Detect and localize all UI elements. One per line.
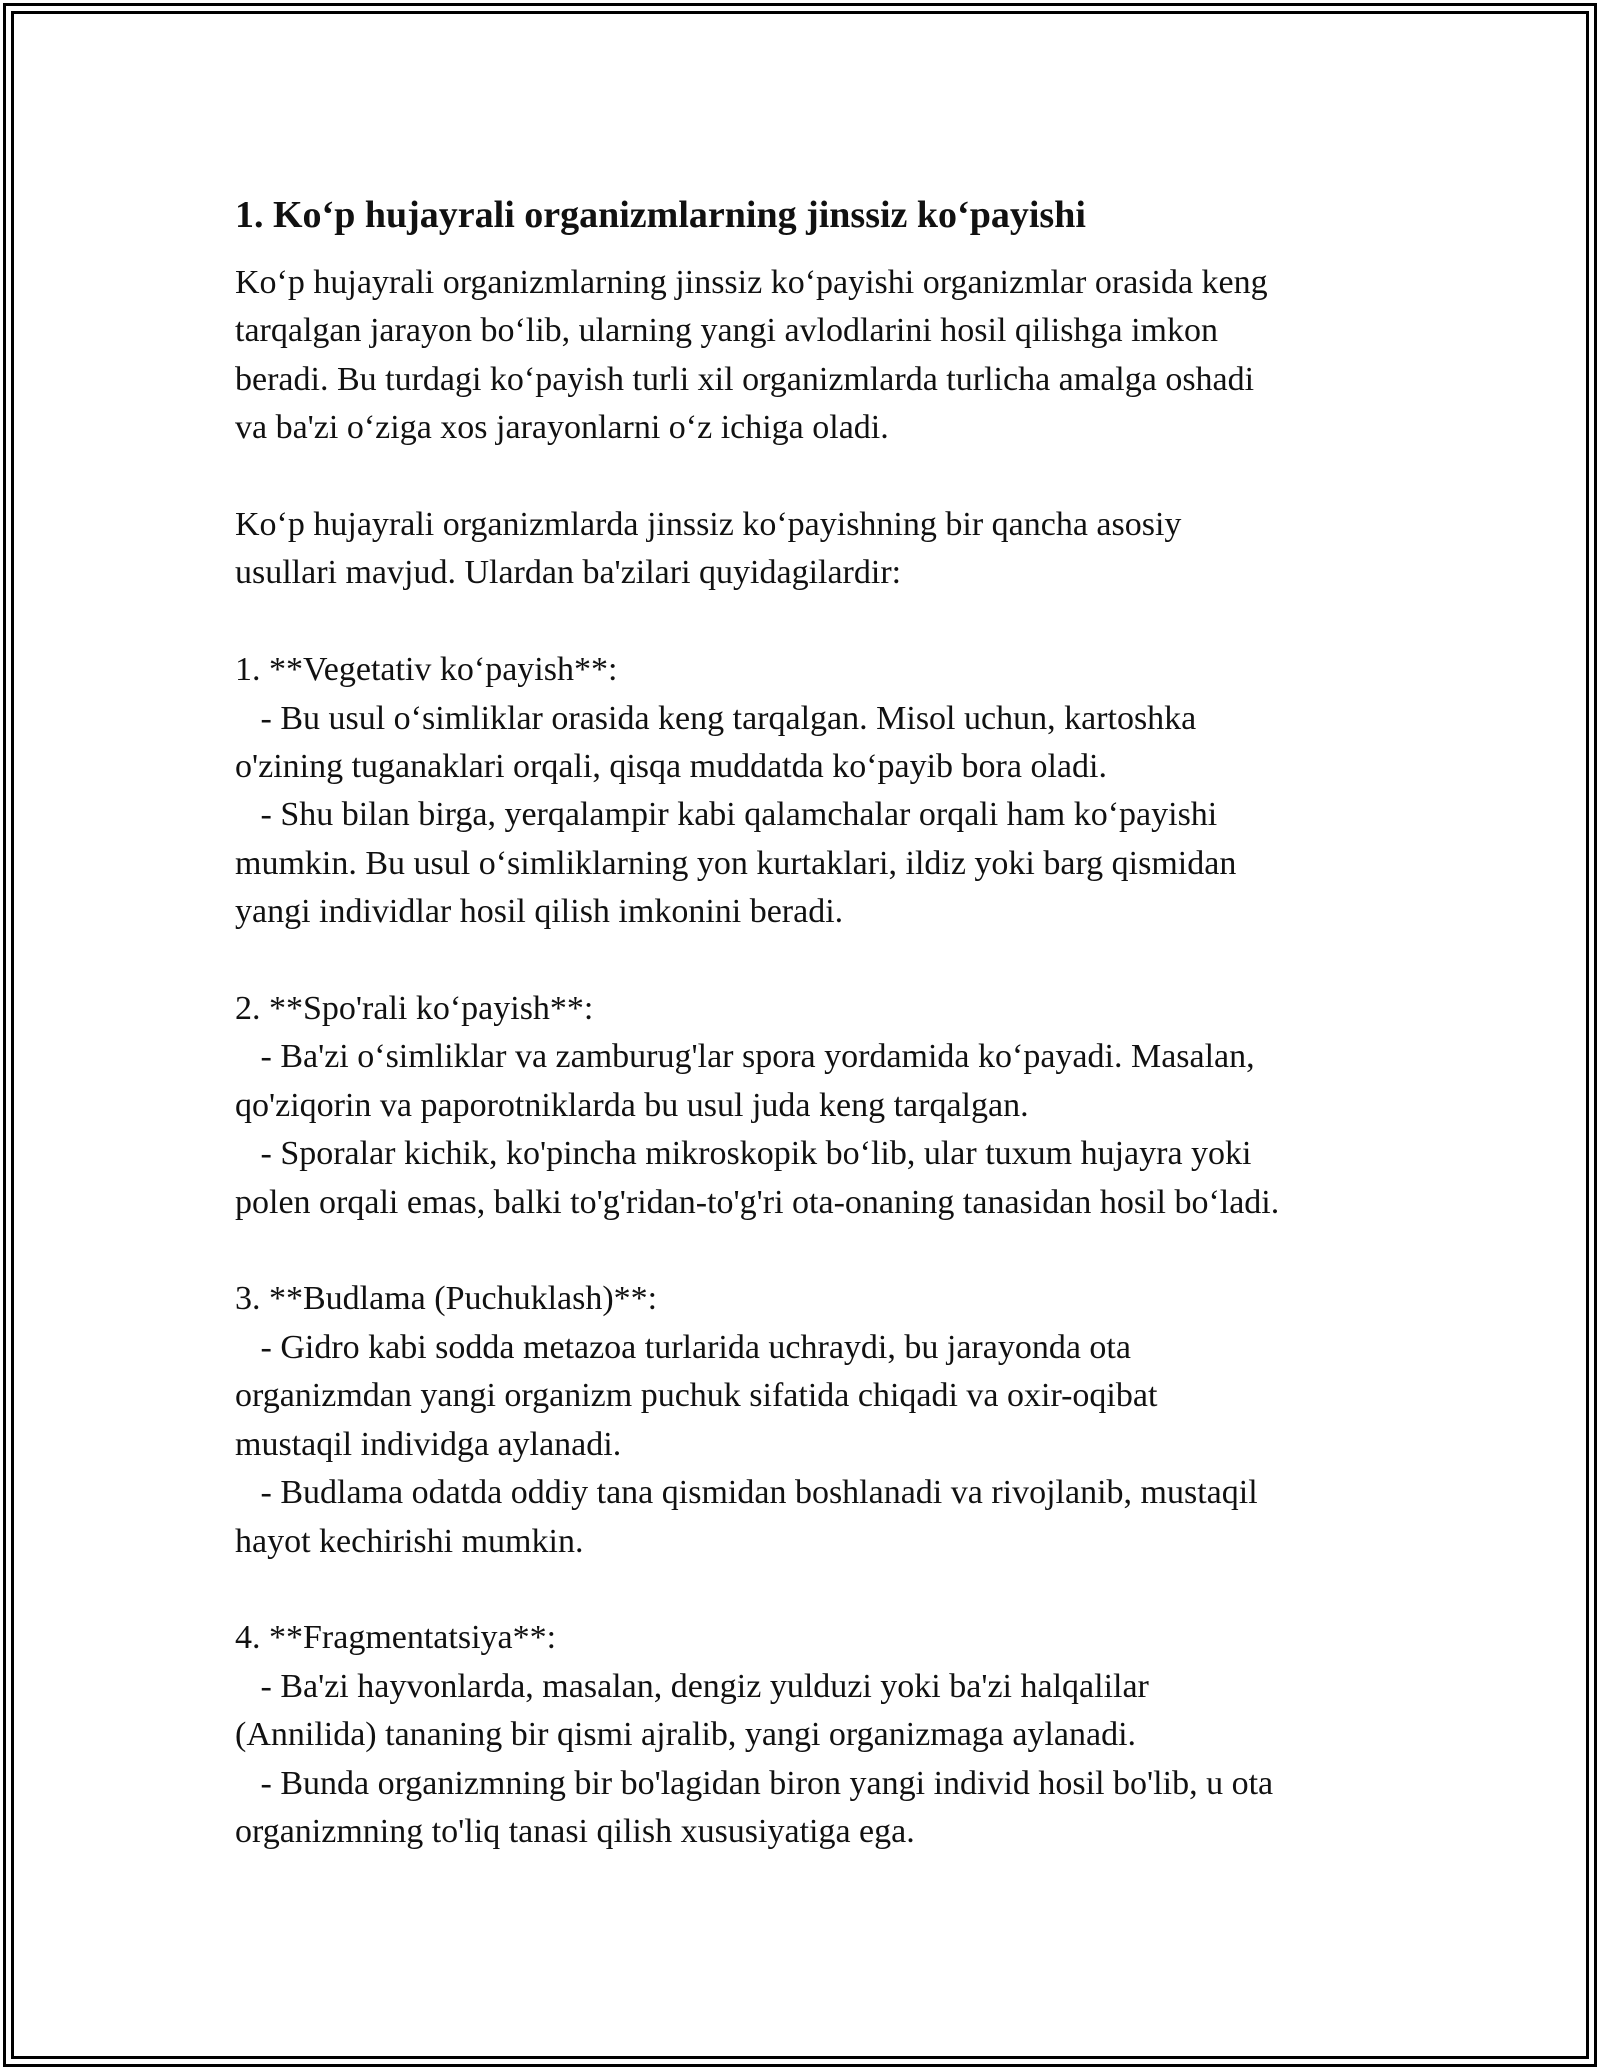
text-line: - Bunda organizmning bir bo'lagidan biron yangi individ hosil bo'lib, u ota [235, 1764, 1274, 1802]
text-line: 4. **Fragmentatsiya**: [235, 1619, 557, 1657]
intro-paragraph [235, 259, 1395, 453]
text-line: Ko‘p hujayrali organizmlarning jinssiz ko‘payishi organizmlar orasida keng [235, 264, 1268, 301]
text-line: hayot kechirishi mumkin. [235, 1522, 584, 1560]
text-line: va ba'zi o‘ziga xos jarayonlarni o‘z ichiga oladi. [235, 409, 889, 447]
text-line: (Annilida) tananing bir qismi ajralib, yangi organizmaga aylanadi. [235, 1716, 1137, 1754]
text-line: Ko‘p hujayrali organizmlarda jinssiz ko‘payishning bir qancha asosiy [235, 506, 1182, 544]
document-body [235, 187, 1395, 1856]
text-line: 2. **Spo'rali ko‘payish**: [235, 990, 594, 1028]
text-line: - Ba'zi hayvonlarda, masalan, dengiz yulduzi yoki ba'zi halqalilar [235, 1667, 1149, 1705]
method-item-spore [235, 985, 1395, 1227]
text-line: mustaqil individga aylanadi. [235, 1425, 622, 1463]
paragraph-gap [235, 937, 1395, 985]
text-line: yangi individlar hosil qilish imkonini beradi. [235, 893, 844, 931]
methods-intro-paragraph [235, 501, 1395, 598]
text-line: - Ba'zi o‘simliklar va zamburug'lar spora yordamida ko‘payadi. Masalan, [235, 1038, 1255, 1076]
text-line: usullari mavjud. Ulardan ba'zilari quyidagilardir: [235, 554, 902, 592]
section-heading: 1. Ko‘p hujayrali organizmlarning jinssiz ko‘payishi [235, 194, 1086, 236]
method-item-fragmentation [235, 1614, 1395, 1856]
text-line: 1. **Vegetativ ko‘payish**: [235, 651, 618, 689]
text-line: - Shu bilan birga, yerqalampir kabi qalamchalar orqali ham ko‘payishi [235, 796, 1218, 834]
text-line: qo'ziqorin va paporotniklarda bu usul juda keng tarqalgan. [235, 1086, 1029, 1124]
text-line: organizmning to'liq tanasi qilish xususiyatiga ega. [235, 1812, 915, 1850]
text-line: beradi. Bu turdagi ko‘payish turli xil organizmlarda turlicha amalga oshadi [235, 360, 1255, 398]
paragraph-gap [235, 1566, 1395, 1614]
text-line: 3. **Budlama (Puchuklash)**: [235, 1280, 658, 1318]
text-line: mumkin. Bu usul o‘simliklarning yon kurtaklari, ildiz yoki barg qismidan [235, 844, 1237, 882]
text-line: - Bu usul o‘simliklar orasida keng tarqalgan. Misol uchun, kartoshka [235, 699, 1197, 737]
method-item-budding [235, 1275, 1395, 1565]
method-item-vegetative [235, 646, 1395, 936]
paragraph-gap [235, 598, 1395, 646]
text-line: organizmdan yangi organizm puchuk sifatida chiqadi va oxir-oqibat [235, 1377, 1158, 1415]
text-line: - Gidro kabi sodda metazoa turlarida uchraydi, bu jarayonda ota [235, 1328, 1131, 1366]
text-line: - Budlama odatda oddiy tana qismidan boshlanadi va rivojlanib, mustaqil [235, 1474, 1258, 1512]
text-line: - Sporalar kichik, ko'pincha mikroskopik bo‘lib, ular tuxum hujayra yoki [235, 1135, 1252, 1173]
paragraph-gap [235, 453, 1395, 501]
text-line: o'zining tuganaklari orqali, qisqa muddatda ko‘payib bora oladi. [235, 748, 1107, 786]
text-line: tarqalgan jarayon bo‘lib, ularning yangi avlodlarini hosil qilishga imkon [235, 312, 1218, 350]
paragraph-gap [235, 1227, 1395, 1275]
text-line: polen orqali emas, balki to'g'ridan-to'g'ri ota-onaning tanasidan hosil bo‘ladi. [235, 1183, 1280, 1221]
